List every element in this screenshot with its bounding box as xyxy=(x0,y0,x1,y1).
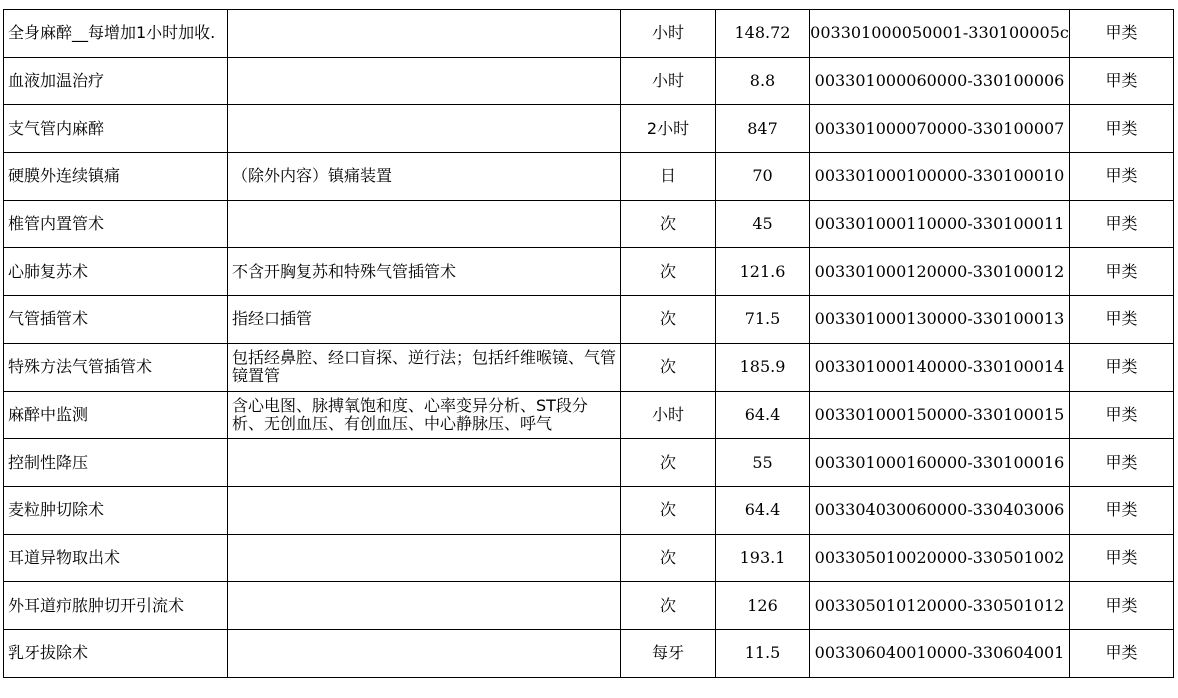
item-category-cell: 甲类 xyxy=(1070,10,1174,58)
item-code-cell: 003301000160000-330100016 xyxy=(810,439,1070,487)
table-row xyxy=(4,629,1174,677)
item-category-cell: 甲类 xyxy=(1070,57,1174,105)
item-description-cell: 包括经鼻腔、经口盲探、逆行法；包括纤维喉镜、气管镜置管 xyxy=(228,343,621,391)
item-code-cell: 003305010120000-330501012 xyxy=(810,582,1070,630)
item-description-cell xyxy=(228,629,621,677)
table-row xyxy=(4,57,1174,105)
item-unit-cell: 小时 xyxy=(621,10,716,58)
item-code-cell: 003305010020000-330501002 xyxy=(810,534,1070,582)
item-unit-cell: 次 xyxy=(621,343,716,391)
item-code-cell: 003301000060000-330100006 xyxy=(810,57,1070,105)
item-unit-cell: 次 xyxy=(621,582,716,630)
item-unit-cell: 日 xyxy=(621,153,716,201)
table-row xyxy=(4,582,1174,630)
item-name-cell: 血液加温治疗 xyxy=(4,57,228,105)
item-description-cell: 含心电图、脉搏氧饱和度、心率变异分析、ST段分析、无创血压、有创血压、中心静脉压、呼气 xyxy=(228,391,621,439)
item-price-cell: 71.5 xyxy=(716,296,810,344)
item-code-cell: 003306040010000-330604001 xyxy=(810,629,1070,677)
item-unit-cell: 次 xyxy=(621,200,716,248)
item-price-cell: 8.8 xyxy=(716,57,810,105)
item-price-cell: 193.1 xyxy=(716,534,810,582)
item-price-cell: 148.72 xyxy=(716,10,810,58)
item-price-cell: 11.5 xyxy=(716,629,810,677)
item-category-cell: 甲类 xyxy=(1070,582,1174,630)
item-price-cell: 121.6 xyxy=(716,248,810,296)
table-row xyxy=(4,248,1174,296)
item-code-cell: 003301000140000-330100014 xyxy=(810,343,1070,391)
item-code-cell: 003304030060000-330403006 xyxy=(810,486,1070,534)
item-name-cell: 麻醉中监测 xyxy=(4,391,228,439)
item-category-cell: 甲类 xyxy=(1070,248,1174,296)
item-price-cell: 64.4 xyxy=(716,391,810,439)
item-price-cell: 70 xyxy=(716,153,810,201)
item-code-cell: 003301000050001-330100005c xyxy=(810,10,1070,58)
item-description-cell xyxy=(228,200,621,248)
item-description-cell xyxy=(228,582,621,630)
item-name-cell: 控制性降压 xyxy=(4,439,228,487)
item-unit-cell: 2小时 xyxy=(621,105,716,153)
item-description-cell: 不含开胸复苏和特殊气管插管术 xyxy=(228,248,621,296)
item-code-cell: 003301000120000-330100012 xyxy=(810,248,1070,296)
item-description-cell xyxy=(228,10,621,58)
item-unit-cell: 次 xyxy=(621,534,716,582)
item-name-cell: 特殊方法气管插管术 xyxy=(4,343,228,391)
item-unit-cell: 次 xyxy=(621,248,716,296)
item-name-cell: 麦粒肿切除术 xyxy=(4,486,228,534)
item-price-cell: 185.9 xyxy=(716,343,810,391)
item-category-cell: 甲类 xyxy=(1070,629,1174,677)
item-description-cell xyxy=(228,534,621,582)
item-category-cell: 甲类 xyxy=(1070,200,1174,248)
item-name-cell: 心肺复苏术 xyxy=(4,248,228,296)
item-name-cell: 耳道异物取出术 xyxy=(4,534,228,582)
item-category-cell: 甲类 xyxy=(1070,296,1174,344)
item-unit-cell: 小时 xyxy=(621,57,716,105)
item-description-cell xyxy=(228,105,621,153)
item-price-cell: 64.4 xyxy=(716,486,810,534)
item-code-cell: 003301000110000-330100011 xyxy=(810,200,1070,248)
item-category-cell: 甲类 xyxy=(1070,343,1174,391)
item-code-cell: 003301000130000-330100013 xyxy=(810,296,1070,344)
fee-table xyxy=(3,9,1174,678)
table-body xyxy=(4,10,1174,678)
table-row xyxy=(4,296,1174,344)
item-category-cell: 甲类 xyxy=(1070,391,1174,439)
table-row xyxy=(4,153,1174,201)
item-price-cell: 55 xyxy=(716,439,810,487)
item-description-cell xyxy=(228,57,621,105)
item-name-cell: 硬膜外连续镇痛 xyxy=(4,153,228,201)
item-description-cell xyxy=(228,486,621,534)
item-category-cell: 甲类 xyxy=(1070,439,1174,487)
table-row xyxy=(4,486,1174,534)
item-unit-cell: 小时 xyxy=(621,391,716,439)
item-unit-cell: 次 xyxy=(621,486,716,534)
item-description-cell: （除外内容）镇痛装置 xyxy=(228,153,621,201)
table-row xyxy=(4,391,1174,439)
item-name-cell: 乳牙拔除术 xyxy=(4,629,228,677)
item-unit-cell: 次 xyxy=(621,296,716,344)
item-price-cell: 126 xyxy=(716,582,810,630)
item-name-cell: 全身麻醉__每增加1小时加收. xyxy=(4,10,228,58)
item-category-cell: 甲类 xyxy=(1070,153,1174,201)
item-code-cell: 003301000100000-330100010 xyxy=(810,153,1070,201)
item-unit-cell: 次 xyxy=(621,439,716,487)
table-row xyxy=(4,343,1174,391)
item-category-cell: 甲类 xyxy=(1070,486,1174,534)
item-code-cell: 003301000070000-330100007 xyxy=(810,105,1070,153)
item-description-cell xyxy=(228,439,621,487)
item-name-cell: 椎管内置管术 xyxy=(4,200,228,248)
item-category-cell: 甲类 xyxy=(1070,534,1174,582)
table-row xyxy=(4,105,1174,153)
item-name-cell: 支气管内麻醉 xyxy=(4,105,228,153)
table-row xyxy=(4,439,1174,487)
item-code-cell: 003301000150000-330100015 xyxy=(810,391,1070,439)
item-unit-cell: 每牙 xyxy=(621,629,716,677)
item-category-cell: 甲类 xyxy=(1070,105,1174,153)
item-price-cell: 847 xyxy=(716,105,810,153)
table-row xyxy=(4,200,1174,248)
item-description-cell: 指经口插管 xyxy=(228,296,621,344)
table-row xyxy=(4,10,1174,58)
item-price-cell: 45 xyxy=(716,200,810,248)
table-row xyxy=(4,534,1174,582)
item-name-cell: 外耳道疖脓肿切开引流术 xyxy=(4,582,228,630)
item-name-cell: 气管插管术 xyxy=(4,296,228,344)
